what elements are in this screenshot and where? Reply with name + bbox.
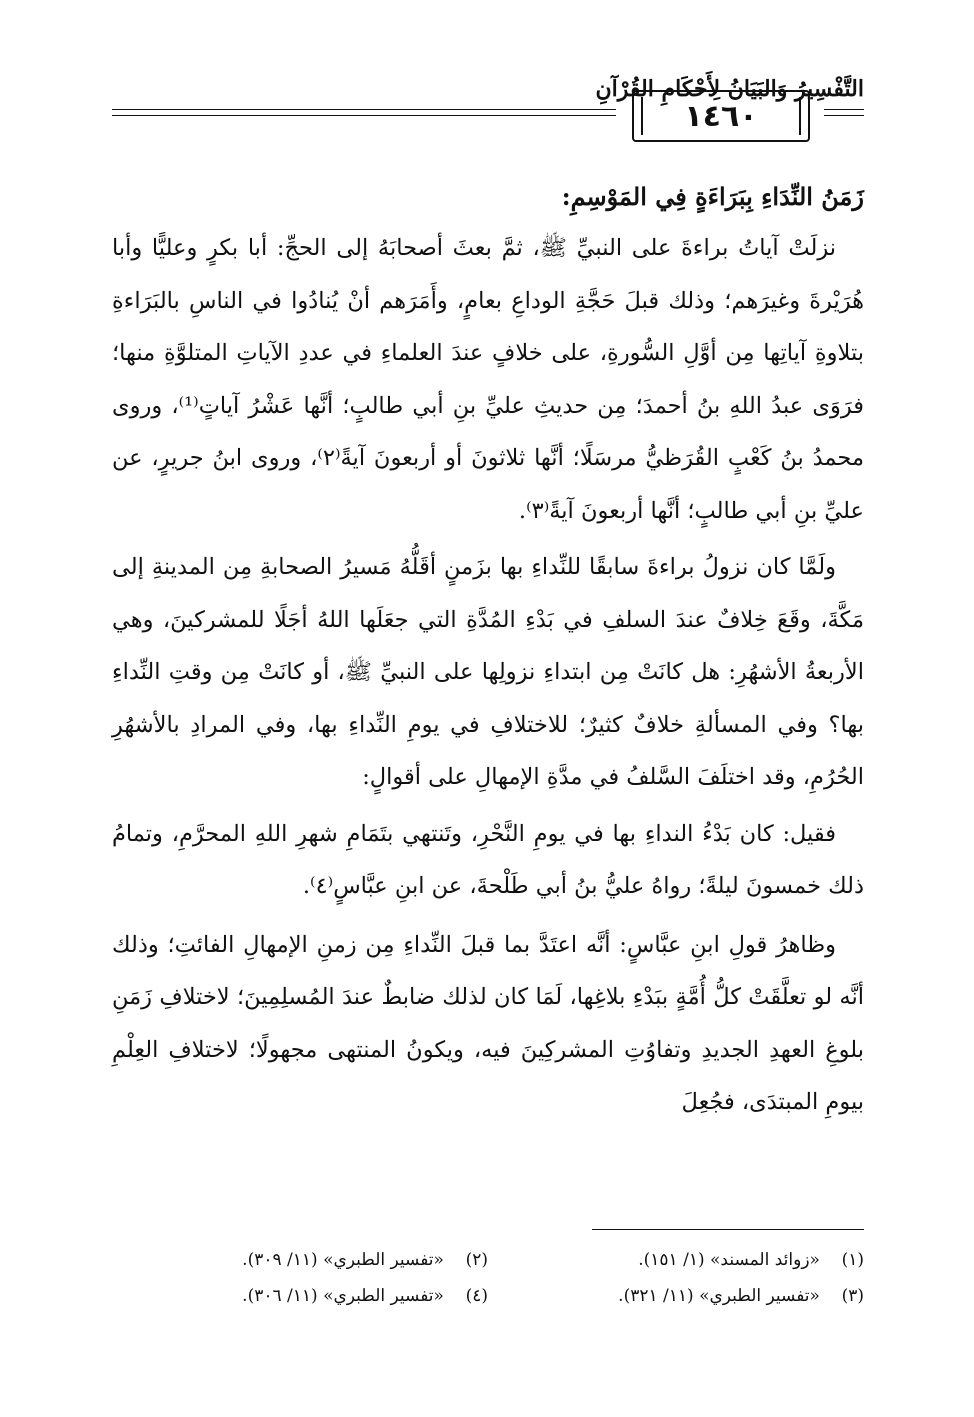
footnote-number: (٣) bbox=[841, 1286, 864, 1306]
footnote-4 bbox=[112, 1286, 488, 1306]
header-rule-right-top bbox=[824, 109, 864, 110]
paragraph-2: ولَمَّا كان نزولُ براءةَ سابقًا للنِّداءِ بها بزَمنٍ أقَلُّهُ مَسيرُ الصحابةِ مِن المدينةِ إلى مَكَّةَ، وقَعَ خِلافٌ عندَ السلفِ في بَدْءِ المُدَّةِ التي جعَلَها اللهُ أجَلًا للمشركينَ، وهي الأربعةُ الأشهُرِ: هل كانَتْ مِن ابتداءِ نزولِها على النبيِّ ﷺ، أو كانَتْ مِن وقتِ النِّداءِ بها؟ وفي المسألةِ خلافٌ كثيرٌ؛ للاختلافِ في يومِ النِّداءِ بها، وفي المرادِ بالأشهُرِ الحُرُمِ، وقد اختلَفَ السَّلفُ في مدَّةِ الإمهالِ على أقوالٍ: bbox=[112, 554, 864, 790]
footnotes bbox=[112, 1242, 864, 1314]
footnote-number: (١) bbox=[841, 1250, 864, 1270]
footnote-text: «تفسير الطبري» (١١/ ٣٠٩). bbox=[242, 1250, 444, 1270]
page-number: ١٤٦٠ bbox=[641, 97, 801, 135]
header-rule-left-bottom bbox=[112, 115, 616, 116]
page-number-frame bbox=[632, 90, 810, 142]
footnote-separator bbox=[592, 1229, 864, 1230]
footnote-3 bbox=[488, 1286, 864, 1306]
paragraph-3: فقيل: كان بَدْءُ النداءِ بها في يومِ النَّحْرِ، وتَنتهي بتَمَامِ شهرِ اللهِ المحرَّمِ، وتمامُ ذلك خمسونَ ليلةً؛ رواهُ عليُّ بنُ أبي طَلْحةَ، عن ابنِ عبَّاسٍ⁽٤⁾. bbox=[112, 820, 864, 899]
section-heading: زَمَنُ النِّدَاءِ بِبَرَاءَةٍ فِي المَوْسِمِ: bbox=[561, 182, 864, 211]
footnote-text: «زوائد المسند» (١/ ١٥١). bbox=[638, 1250, 820, 1270]
paragraph-1: نزلَتْ آياتُ براءةَ على النبيِّ ﷺ، ثمَّ بعثَ أصحابَهُ إلى الحجِّ: أبا بكرٍ وعليًّا وأبا هُرَيْرةَ وغيرَهم؛ وذلك قبلَ حَجَّةِ الوداعِ بعامٍ، وأَمَرَهم أنْ يُنادُوا في الناسِ بالبَرَاءةِ بتلاوةِ آياتِها مِن أوَّلِ السُّورةِ، على خلافٍ عندَ العلماءِ في عددِ الآياتِ المتلوَّةِ منها؛ فرَوَى عبدُ اللهِ بنُ أحمدَ؛ مِن حديثِ عليِّ بنِ أبي طالبٍ؛ أنَّها عَشْرُ آياتٍ⁽¹⁾، وروى محمدُ بنُ كَعْبٍ القُرَظيُّ مرسَلًا؛ أنَّها ثلاثونَ أو أربعونَ آيةً⁽٢⁾، وروى ابنُ جريرٍ، عن عليِّ بنِ أبي طالبٍ؛ أنَّها أربعونَ آيةً⁽٣⁾. bbox=[112, 235, 864, 524]
footnote-text: «تفسير الطبري» (١١/ ٣٠٦). bbox=[242, 1286, 444, 1306]
header-rule-right-bottom bbox=[824, 115, 864, 116]
footnote-number: (٤) bbox=[465, 1286, 488, 1306]
footnote-row bbox=[112, 1278, 864, 1314]
footnote-number: (٢) bbox=[465, 1250, 488, 1270]
main-text bbox=[112, 172, 864, 1129]
paragraph-4: وظاهرُ قولِ ابنِ عبَّاسٍ: أنَّه اعتَدَّ بما قبلَ النِّداءِ مِن زمنِ الإمهالِ الفائتِ؛ وذلك أنَّه لو تعلَّقَتْ كلُّ أُمَّةٍ ببَدْءِ بلاغِها، لَمَا كان لذلك ضابطٌ عندَ المُسلِمِينَ؛ لاختلافِ زَمَنِ بلوغِ العهدِ الجديدِ وتفاوُتِ المشركِينَ فيه، ويكونُ المنتهى مجهولًا؛ لاختلافِ العِلْمِ بيومِ المبتدَى، فجُعِلَ bbox=[112, 931, 864, 1115]
footnote-row bbox=[112, 1242, 864, 1278]
header-rule-left-top bbox=[112, 109, 616, 110]
footnote-text: «تفسير الطبري» (١١/ ٣٢١). bbox=[618, 1286, 820, 1306]
footnote-2 bbox=[112, 1250, 488, 1270]
footnote-1 bbox=[488, 1250, 864, 1270]
page-header bbox=[112, 74, 864, 150]
book-title: التَّفْسِيرُ وَالبَيَانُ لِأَحْكَامِ القُرْآنِ bbox=[595, 76, 864, 102]
